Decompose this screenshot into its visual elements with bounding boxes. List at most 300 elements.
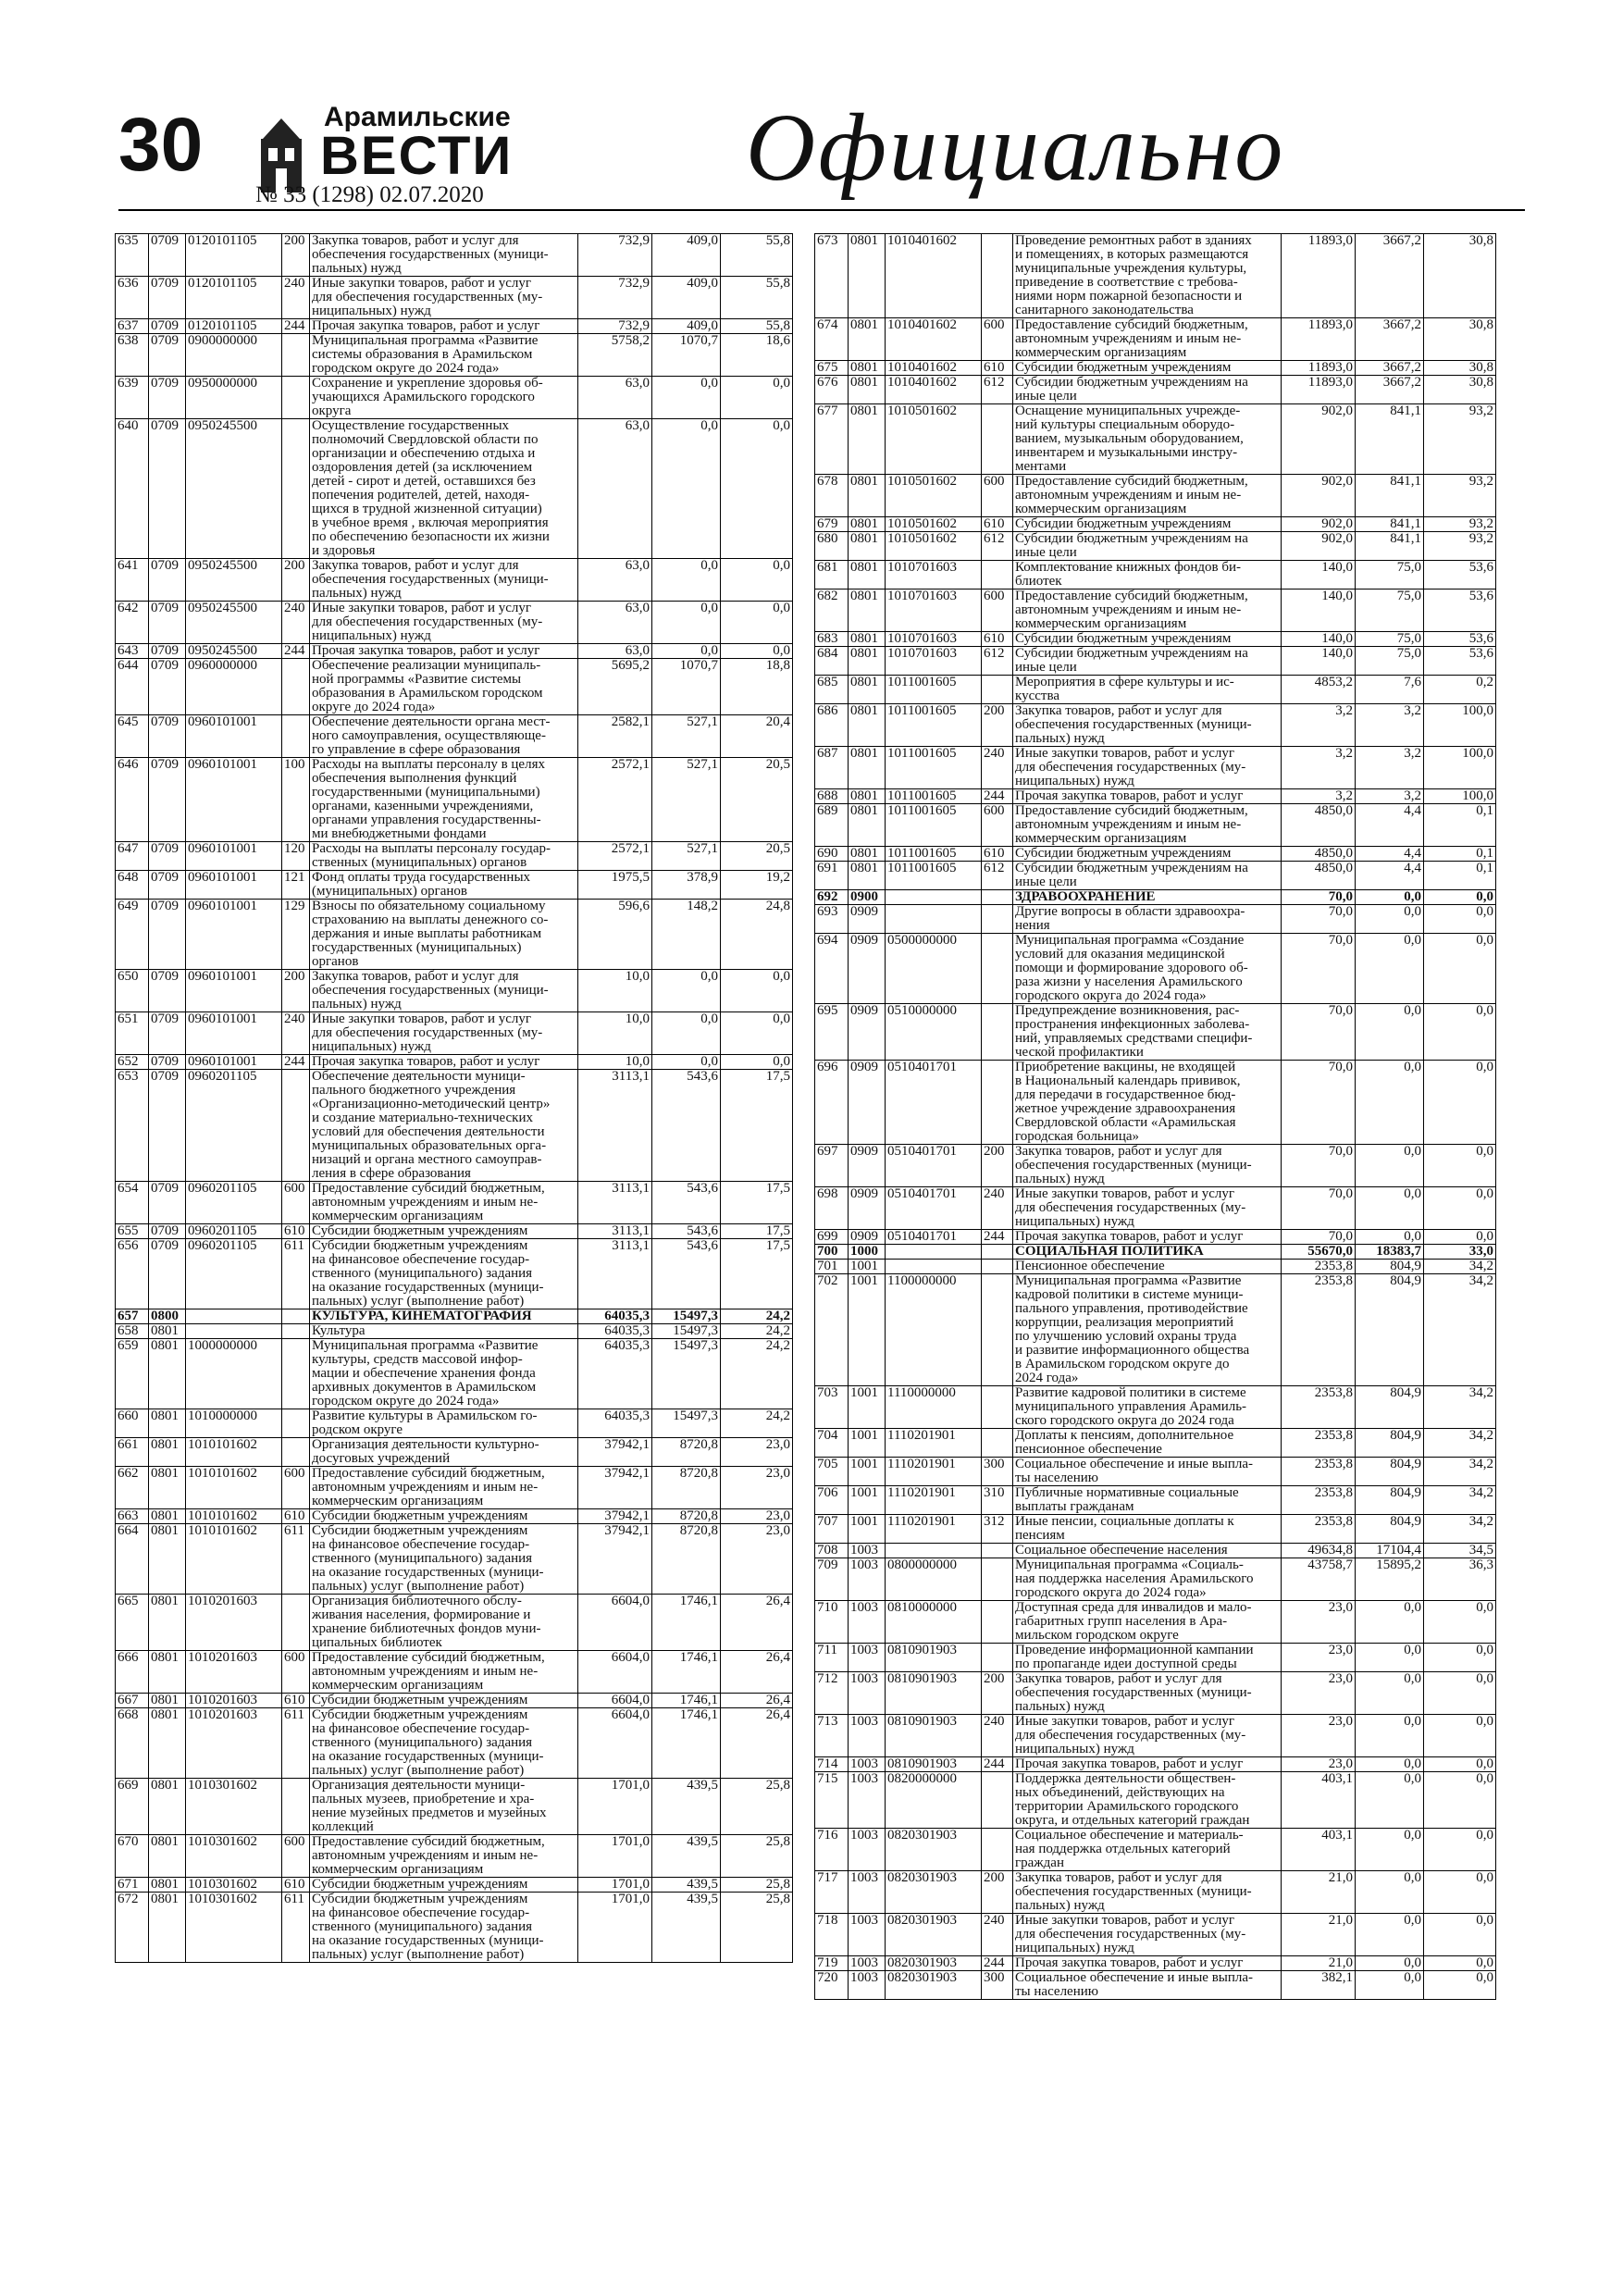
table-row — [116, 419, 793, 559]
target-code: 1010301602 — [186, 1779, 282, 1835]
executed-amount: 0,0 — [1356, 1971, 1424, 2000]
percent-executed: 0,0 — [721, 602, 793, 644]
target-code: 0820301903 — [886, 1956, 982, 1971]
target-code — [886, 905, 982, 934]
plan-amount: 11893,0 — [1282, 376, 1356, 404]
plan-amount: 732,9 — [578, 234, 652, 277]
row-number: 719 — [815, 1956, 849, 1971]
section-code: 1001 — [849, 1515, 886, 1544]
section-code: 0801 — [849, 647, 886, 676]
percent-executed: 0,0 — [721, 644, 793, 659]
description: Субсидии бюджетным учреждениям на финансовое обеспечение государ- ственного (муниципального) задания на оказание государственных (муници- пальных) услуг (выполнение работ) — [310, 1524, 578, 1595]
expense-type: 612 — [982, 532, 1013, 561]
plan-amount: 4850,0 — [1282, 847, 1356, 862]
expense-type: 200 — [282, 234, 310, 277]
row-number: 666 — [116, 1651, 149, 1694]
table-row — [116, 1467, 793, 1509]
table-row — [815, 1486, 1496, 1515]
plan-amount: 3,2 — [1282, 789, 1356, 804]
executed-amount: 75,0 — [1356, 561, 1424, 590]
page-number: 30 — [118, 103, 204, 187]
table-row — [815, 1829, 1496, 1871]
description: Проведение ремонтных работ в зданиях и помещениях, в которых размещаются муниципальные учреждения культуры, приведение в соответствие с требова- ниями норм пожарной безопасности и санитарного законодательства — [1013, 234, 1282, 318]
executed-amount: 17104,4 — [1356, 1544, 1424, 1558]
percent-executed: 17,5 — [721, 1182, 793, 1224]
target-code: 1000000000 — [186, 1339, 282, 1409]
plan-amount: 37942,1 — [578, 1467, 652, 1509]
section-code: 0909 — [849, 1187, 886, 1230]
expense-type: 610 — [282, 1224, 310, 1239]
description: Закупка товаров, работ и услуг для обеспечения государственных (муници- пальных) нужд — [1013, 1145, 1282, 1187]
executed-amount: 409,0 — [652, 319, 721, 334]
plan-amount: 70,0 — [1282, 1145, 1356, 1187]
percent-executed: 100,0 — [1424, 789, 1496, 804]
expense-type: 121 — [282, 871, 310, 900]
section-code: 0801 — [149, 1878, 186, 1893]
expense-type: 129 — [282, 900, 310, 970]
target-code: 0950245500 — [186, 419, 282, 559]
table-row — [815, 1971, 1496, 2000]
percent-executed: 26,4 — [721, 1708, 793, 1779]
section-code: 0709 — [149, 377, 186, 419]
plan-amount: 2353,8 — [1282, 1515, 1356, 1544]
expense-type: 612 — [982, 376, 1013, 404]
description: Социальное обеспечение и иные выпла- ты населению — [1013, 1458, 1282, 1486]
percent-executed: 23,0 — [721, 1509, 793, 1524]
percent-executed: 53,6 — [1424, 647, 1496, 676]
target-code: 0960101001 — [186, 1012, 282, 1055]
percent-executed: 100,0 — [1424, 704, 1496, 747]
table-row — [815, 1772, 1496, 1829]
table-row — [116, 1070, 793, 1182]
executed-amount: 0,0 — [1356, 1715, 1424, 1757]
section-code: 1003 — [849, 1601, 886, 1644]
target-code — [886, 890, 982, 905]
row-number: 690 — [815, 847, 849, 862]
target-code: 1010201603 — [186, 1694, 282, 1708]
table-row — [815, 561, 1496, 590]
table-row — [116, 602, 793, 644]
executed-amount: 75,0 — [1356, 647, 1424, 676]
section-code: 0801 — [149, 1779, 186, 1835]
expense-type: 200 — [982, 1145, 1013, 1187]
section-code: 0801 — [849, 804, 886, 847]
table-row — [116, 1779, 793, 1835]
table-row — [815, 234, 1496, 318]
description: Закупка товаров, работ и услуг для обеспечения государственных (муници- пальных) нужд — [310, 559, 578, 602]
percent-executed: 17,5 — [721, 1224, 793, 1239]
description: СОЦИАЛЬНАЯ ПОЛИТИКА — [1013, 1245, 1282, 1260]
section-code: 1003 — [849, 1672, 886, 1715]
plan-amount: 6604,0 — [578, 1708, 652, 1779]
executed-amount: 8720,8 — [652, 1509, 721, 1524]
row-number: 693 — [815, 905, 849, 934]
target-code: 1010701603 — [886, 561, 982, 590]
percent-executed: 30,8 — [1424, 234, 1496, 318]
section-code: 0801 — [149, 1595, 186, 1651]
row-number: 683 — [815, 632, 849, 647]
target-code: 0960101001 — [186, 842, 282, 871]
section-code: 0801 — [849, 561, 886, 590]
table-row — [815, 1386, 1496, 1429]
expense-type: 610 — [982, 847, 1013, 862]
row-number: 713 — [815, 1715, 849, 1757]
target-code: 0820301903 — [886, 1971, 982, 2000]
plan-amount: 70,0 — [1282, 934, 1356, 1004]
description: Расходы на выплаты персоналу в целях обеспечения выполнения функций государственными (муниципальными) органами, казенными учреждениями, органами управления государственны- ми внебюджетными фондами — [310, 758, 578, 842]
section-code: 0801 — [849, 789, 886, 804]
row-number: 703 — [815, 1386, 849, 1429]
executed-amount: 0,0 — [652, 1012, 721, 1055]
row-number: 696 — [815, 1061, 849, 1145]
executed-amount: 15497,3 — [652, 1324, 721, 1339]
section-code: 0709 — [149, 1239, 186, 1309]
plan-amount: 37942,1 — [578, 1509, 652, 1524]
executed-amount: 0,0 — [1356, 1757, 1424, 1772]
executed-amount: 75,0 — [1356, 632, 1424, 647]
executed-amount: 378,9 — [652, 871, 721, 900]
section-code: 0801 — [849, 532, 886, 561]
table-row — [116, 1309, 793, 1324]
section-code: 1003 — [849, 1914, 886, 1956]
percent-executed: 0,1 — [1424, 804, 1496, 847]
description: Предоставление субсидий бюджетным, автономным учреждениям и иным не- коммерческим организациям — [310, 1835, 578, 1878]
executed-amount: 0,0 — [1356, 890, 1424, 905]
table-row — [815, 1230, 1496, 1245]
percent-executed: 0,1 — [1424, 862, 1496, 890]
expense-type — [982, 1245, 1013, 1260]
description: Организация деятельности муници- пальных музеев, приобретение и хра- нение музейных предметов и музейных коллекций — [310, 1779, 578, 1835]
executed-amount: 543,6 — [652, 1182, 721, 1224]
row-number: 689 — [815, 804, 849, 847]
table-row — [815, 404, 1496, 475]
expense-type — [282, 1779, 310, 1835]
section-code: 0801 — [849, 318, 886, 361]
description: Сохранение и укрепление здоровья об- учающихся Арамильского городского округа — [310, 377, 578, 419]
budget-table-left — [115, 233, 793, 1963]
table-row — [116, 659, 793, 715]
target-code — [186, 1309, 282, 1324]
expense-type: 200 — [982, 704, 1013, 747]
target-code: 1010301602 — [186, 1878, 282, 1893]
description: Развитие культуры в Арамильском го- родском округе — [310, 1409, 578, 1438]
description: Проведение информационной кампании по пропаганде идеи доступной среды — [1013, 1644, 1282, 1672]
expense-type: 200 — [982, 1672, 1013, 1715]
expense-type — [282, 1409, 310, 1438]
plan-amount: 21,0 — [1282, 1914, 1356, 1956]
row-number: 685 — [815, 676, 849, 704]
percent-executed: 23,0 — [721, 1467, 793, 1509]
plan-amount: 70,0 — [1282, 890, 1356, 905]
row-number: 716 — [815, 1829, 849, 1871]
row-number: 652 — [116, 1055, 149, 1070]
row-number: 705 — [815, 1458, 849, 1486]
target-code: 1110000000 — [886, 1386, 982, 1429]
target-code: 0120101105 — [186, 319, 282, 334]
expense-type: 244 — [982, 1757, 1013, 1772]
table-row — [815, 704, 1496, 747]
target-code: 1010701603 — [886, 590, 982, 632]
row-number: 701 — [815, 1260, 849, 1274]
description: Поддержка деятельности обществен- ных объединений, действующих на территории Арамильского городского округа, и отдельных категорий граждан — [1013, 1772, 1282, 1829]
target-code: 0510000000 — [886, 1004, 982, 1061]
table-row — [116, 1339, 793, 1409]
expense-type: 610 — [282, 1878, 310, 1893]
row-number: 661 — [116, 1438, 149, 1467]
description: Оснащение муниципальных учрежде- ний культуры специальным оборудо- ванием, музыкальным оборудованием, инвентарем и музыкальными инстру- ментами — [1013, 404, 1282, 475]
section-code: 0801 — [849, 361, 886, 376]
description: Муниципальная программа «Социаль- ная поддержка населения Арамильского городского округа до 2024 года» — [1013, 1558, 1282, 1601]
table-row — [815, 847, 1496, 862]
expense-type: 312 — [982, 1515, 1013, 1544]
target-code: 1010201603 — [186, 1708, 282, 1779]
description: Предоставление субсидий бюджетным, автономным учреждениям и иным не- коммерческим организациям — [1013, 318, 1282, 361]
expense-type — [982, 676, 1013, 704]
description: Иные пенсии, социальные доплаты к пенсиям — [1013, 1515, 1282, 1544]
target-code: 0960101001 — [186, 758, 282, 842]
row-number: 665 — [116, 1595, 149, 1651]
table-row — [116, 758, 793, 842]
executed-amount: 527,1 — [652, 842, 721, 871]
table-row — [116, 277, 793, 319]
table-row — [815, 1260, 1496, 1274]
plan-amount: 10,0 — [578, 1055, 652, 1070]
percent-executed: 53,6 — [1424, 632, 1496, 647]
section-code: 0709 — [149, 970, 186, 1012]
target-code: 1110201901 — [886, 1458, 982, 1486]
row-number: 697 — [815, 1145, 849, 1187]
description: Муниципальная программа «Развитие системы образования в Арамильском городском округе до 2024 года» — [310, 334, 578, 377]
target-code: 0810000000 — [886, 1601, 982, 1644]
percent-executed: 0,0 — [1424, 1230, 1496, 1245]
section-code: 1003 — [849, 1558, 886, 1601]
description: Организация библиотечного обслу- живания населения, формирование и хранение библиотечных фондов муни- ципальных библиотек — [310, 1595, 578, 1651]
expense-type: 600 — [982, 318, 1013, 361]
plan-amount: 902,0 — [1282, 404, 1356, 475]
table-row — [815, 676, 1496, 704]
executed-amount: 3667,2 — [1356, 318, 1424, 361]
target-code: 1110201901 — [886, 1515, 982, 1544]
percent-executed: 34,2 — [1424, 1274, 1496, 1386]
percent-executed: 0,0 — [1424, 1715, 1496, 1757]
row-number: 650 — [116, 970, 149, 1012]
section-code: 0909 — [849, 934, 886, 1004]
executed-amount: 0,0 — [1356, 1644, 1424, 1672]
expense-type — [282, 1309, 310, 1324]
section-code: 0709 — [149, 1182, 186, 1224]
plan-amount: 70,0 — [1282, 1061, 1356, 1145]
row-number: 712 — [815, 1672, 849, 1715]
target-code: 0510401701 — [886, 1187, 982, 1230]
executed-amount: 4,4 — [1356, 862, 1424, 890]
plan-amount: 4850,0 — [1282, 862, 1356, 890]
table-row — [815, 517, 1496, 532]
target-code: 1011001605 — [886, 704, 982, 747]
target-code: 1010401602 — [886, 361, 982, 376]
expense-type: 611 — [282, 1239, 310, 1309]
plan-amount: 732,9 — [578, 319, 652, 334]
section-code: 0801 — [149, 1893, 186, 1963]
percent-executed: 24,8 — [721, 900, 793, 970]
plan-amount: 3113,1 — [578, 1239, 652, 1309]
table-row — [815, 361, 1496, 376]
percent-executed: 0,0 — [1424, 1871, 1496, 1914]
executed-amount: 543,6 — [652, 1224, 721, 1239]
row-number: 656 — [116, 1239, 149, 1309]
target-code: 0960101001 — [186, 970, 282, 1012]
percent-executed: 0,0 — [1424, 1971, 1496, 2000]
table-row — [815, 1187, 1496, 1230]
section-code: 0709 — [149, 659, 186, 715]
target-code: 0960201105 — [186, 1239, 282, 1309]
description: Публичные нормативные социальные выплаты гражданам — [1013, 1486, 1282, 1515]
description: Субсидии бюджетным учреждениям — [1013, 517, 1282, 532]
executed-amount: 841,1 — [1356, 475, 1424, 517]
plan-amount: 23,0 — [1282, 1757, 1356, 1772]
plan-amount: 3113,1 — [578, 1070, 652, 1182]
description: Иные закупки товаров, работ и услуг для обеспечения государственных (му- ниципальных) нужд — [1013, 1715, 1282, 1757]
executed-amount: 3,2 — [1356, 789, 1424, 804]
target-code: 0810901903 — [886, 1644, 982, 1672]
row-number: 668 — [116, 1708, 149, 1779]
row-number: 672 — [116, 1893, 149, 1963]
plan-amount: 1701,0 — [578, 1878, 652, 1893]
expense-type — [982, 1260, 1013, 1274]
target-code: 0120101105 — [186, 277, 282, 319]
row-number: 714 — [815, 1757, 849, 1772]
plan-amount: 64035,3 — [578, 1339, 652, 1409]
page-header — [118, 94, 1525, 209]
description: Предоставление субсидий бюджетным, автономным учреждениям и иным не- коммерческим организациям — [310, 1467, 578, 1509]
description: Субсидии бюджетным учреждениям — [310, 1878, 578, 1893]
plan-amount: 11893,0 — [1282, 361, 1356, 376]
executed-amount: 0,0 — [1356, 1061, 1424, 1145]
table-row — [116, 559, 793, 602]
description: Прочая закупка товаров, работ и услуг — [1013, 789, 1282, 804]
row-number: 682 — [815, 590, 849, 632]
table-row — [116, 1012, 793, 1055]
table-row — [116, 1893, 793, 1963]
table-row — [116, 871, 793, 900]
executed-amount: 0,0 — [1356, 1187, 1424, 1230]
section-code: 1003 — [849, 1715, 886, 1757]
section-code: 0801 — [149, 1651, 186, 1694]
row-number: 680 — [815, 532, 849, 561]
table-row — [815, 532, 1496, 561]
section-code: 0801 — [149, 1409, 186, 1438]
row-number: 667 — [116, 1694, 149, 1708]
expense-type — [982, 404, 1013, 475]
expense-type — [282, 1324, 310, 1339]
row-number: 658 — [116, 1324, 149, 1339]
percent-executed: 24,2 — [721, 1324, 793, 1339]
description: Иные закупки товаров, работ и услуг для обеспечения государственных (му- ниципальных) нужд — [1013, 1187, 1282, 1230]
row-number: 706 — [815, 1486, 849, 1515]
expense-type: 611 — [282, 1708, 310, 1779]
description: Закупка товаров, работ и услуг для обеспечения государственных (муници- пальных) нужд — [1013, 704, 1282, 747]
row-number: 711 — [815, 1644, 849, 1672]
plan-amount: 902,0 — [1282, 517, 1356, 532]
table-row — [116, 1324, 793, 1339]
plan-amount: 382,1 — [1282, 1971, 1356, 2000]
table-row — [116, 842, 793, 871]
plan-amount: 5758,2 — [578, 334, 652, 377]
expense-type: 610 — [982, 632, 1013, 647]
target-code: 1010501602 — [886, 517, 982, 532]
executed-amount: 409,0 — [652, 277, 721, 319]
table-row — [815, 804, 1496, 847]
row-number: 681 — [815, 561, 849, 590]
row-number: 651 — [116, 1012, 149, 1055]
plan-amount: 140,0 — [1282, 632, 1356, 647]
target-code: 1010201603 — [186, 1595, 282, 1651]
percent-executed: 53,6 — [1424, 561, 1496, 590]
target-code: 0510401701 — [886, 1061, 982, 1145]
executed-amount: 409,0 — [652, 234, 721, 277]
description: Развитие кадровой политики в системе муниципального управления Арамиль- ского городского округа до 2024 года — [1013, 1386, 1282, 1429]
executed-amount: 15497,3 — [652, 1309, 721, 1324]
percent-executed: 0,0 — [1424, 890, 1496, 905]
plan-amount: 2353,8 — [1282, 1274, 1356, 1386]
executed-amount: 439,5 — [652, 1893, 721, 1963]
expense-type: 610 — [982, 517, 1013, 532]
section-code: 0801 — [149, 1509, 186, 1524]
section-code: 0801 — [849, 704, 886, 747]
expense-type — [982, 1644, 1013, 1672]
plan-amount: 2353,8 — [1282, 1486, 1356, 1515]
row-number: 700 — [815, 1245, 849, 1260]
table-row — [815, 934, 1496, 1004]
table-row — [116, 234, 793, 277]
executed-amount: 0,0 — [1356, 1145, 1424, 1187]
section-code: 0801 — [849, 376, 886, 404]
row-number: 655 — [116, 1224, 149, 1239]
section-code: 0709 — [149, 715, 186, 758]
expense-type: 600 — [982, 804, 1013, 847]
section-code: 0801 — [149, 1339, 186, 1409]
section-code: 1003 — [849, 1971, 886, 2000]
plan-amount: 23,0 — [1282, 1601, 1356, 1644]
description: Субсидии бюджетным учреждениям — [1013, 847, 1282, 862]
expense-type — [982, 1429, 1013, 1458]
section-code: 0801 — [149, 1438, 186, 1467]
percent-executed: 24,2 — [721, 1409, 793, 1438]
description: Субсидии бюджетным учреждениям — [310, 1224, 578, 1239]
plan-amount: 1701,0 — [578, 1779, 652, 1835]
executed-amount: 0,0 — [1356, 1772, 1424, 1829]
expense-type — [982, 905, 1013, 934]
executed-amount: 0,0 — [1356, 1871, 1424, 1914]
percent-executed: 23,0 — [721, 1438, 793, 1467]
expense-type: 600 — [282, 1651, 310, 1694]
plan-amount: 596,6 — [578, 900, 652, 970]
brand-title: ВЕСТИ — [320, 126, 514, 186]
description: Культура — [310, 1324, 578, 1339]
section-code: 0709 — [149, 900, 186, 970]
percent-executed: 34,2 — [1424, 1260, 1496, 1274]
description: Пенсионное обеспечение — [1013, 1260, 1282, 1274]
plan-amount: 902,0 — [1282, 532, 1356, 561]
expense-type — [282, 715, 310, 758]
plan-amount: 6604,0 — [578, 1651, 652, 1694]
plan-amount: 63,0 — [578, 602, 652, 644]
description: Мероприятия в сфере культуры и ис- кусства — [1013, 676, 1282, 704]
executed-amount: 0,0 — [652, 377, 721, 419]
row-number: 709 — [815, 1558, 849, 1601]
target-code — [886, 1245, 982, 1260]
expense-type: 240 — [982, 1914, 1013, 1956]
plan-amount: 63,0 — [578, 559, 652, 602]
